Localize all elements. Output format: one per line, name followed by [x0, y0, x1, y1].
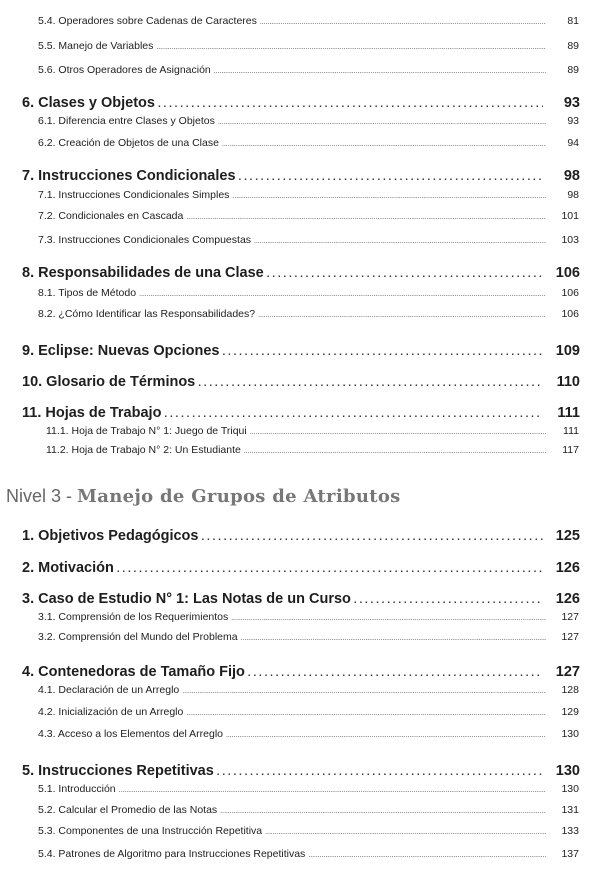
- toc-section-entry: [38, 783, 579, 795]
- dot-leader: [260, 15, 546, 27]
- toc-section-entry: [38, 64, 579, 76]
- entry-title: 4.3. Acceso a los Elementos del Arreglo: [38, 728, 224, 740]
- page-number: 131: [561, 804, 579, 816]
- toc-section-entry: [38, 804, 579, 816]
- page-number: 93: [563, 95, 580, 111]
- page-number: 111: [563, 425, 579, 437]
- toc-chapter-entry: [22, 265, 580, 281]
- page-number: 129: [561, 706, 579, 718]
- entry-title: 7.1. Instrucciones Condicionales Simples: [38, 189, 230, 201]
- entry-title: 6.1. Diferencia entre Clases y Objetos: [38, 115, 215, 127]
- toc-section-entry: [38, 728, 579, 740]
- dot-leader: [198, 374, 543, 390]
- entry-title: 4.1. Declaración de un Arreglo: [38, 684, 180, 696]
- toc-section-entry: [46, 444, 579, 456]
- page-number: 130: [561, 728, 579, 740]
- level-prefix: Nivel 3 -: [6, 486, 78, 506]
- dot-leader: [222, 343, 543, 359]
- entry-title: 5.5. Manejo de Variables: [38, 40, 154, 52]
- page-number: 126: [555, 591, 580, 607]
- toc-section-entry: [38, 40, 579, 52]
- toc-chapter-entry: [22, 343, 580, 359]
- page-number: 117: [562, 444, 579, 456]
- dot-leader: [164, 405, 543, 421]
- dot-leader: [239, 168, 543, 184]
- entry-title: 1. Objetivos Pedagógicos: [22, 528, 199, 544]
- dot-leader: [265, 825, 546, 837]
- page-number: 126: [555, 560, 580, 576]
- entry-title: 8.2. ¿Cómo Identificar las Responsabilidades?: [38, 308, 256, 320]
- dot-leader: [220, 804, 546, 816]
- page-number: 106: [555, 265, 580, 281]
- entry-title: 5. Instrucciones Repetitivas: [22, 763, 214, 779]
- page-number: 127: [555, 664, 580, 680]
- toc-section-entry: [38, 308, 579, 320]
- level-title: Manejo de Grupos de Atributos: [77, 486, 401, 507]
- dot-leader: [248, 664, 543, 680]
- entry-title: 3.2. Comprensión del Mundo del Problema: [38, 631, 238, 643]
- page-number: 101: [561, 210, 579, 222]
- entry-title: 5.1. Introducción: [38, 783, 116, 795]
- page-number: 127: [561, 611, 579, 623]
- toc-section-entry: [38, 611, 579, 623]
- toc-section-entry: [38, 706, 579, 718]
- page-number: 89: [567, 64, 579, 76]
- entry-title: 4.2. Inicialización de un Arreglo: [38, 706, 184, 718]
- entry-title: 11.2. Hoja de Trabajo N° 2: Un Estudiante: [46, 444, 241, 456]
- toc-chapter-entry: [22, 374, 580, 390]
- dot-leader: [308, 848, 546, 860]
- toc-section-entry: [38, 115, 579, 127]
- dot-leader: [244, 444, 546, 456]
- entry-title: 3. Caso de Estudio N° 1: Las Notas de un Curso: [22, 591, 351, 607]
- page-number: 93: [567, 115, 579, 127]
- page-number: 130: [555, 763, 580, 779]
- entry-title: 5.6. Otros Operadores de Asignación: [38, 64, 211, 76]
- dot-leader: [231, 611, 546, 623]
- dot-leader: [217, 763, 543, 779]
- dot-leader: [232, 189, 546, 201]
- entry-title: 5.4. Patrones de Algoritmo para Instrucciones Repetitivas: [38, 848, 306, 860]
- dot-leader: [186, 706, 546, 718]
- toc-chapter-entry: [22, 560, 580, 576]
- toc-section-entry: [38, 684, 579, 696]
- entry-title: 6.2. Creación de Objetos de una Clase: [38, 137, 219, 149]
- entry-title: 4. Contenedoras de Tamaño Fijo: [22, 664, 245, 680]
- entry-title: 5.4. Operadores sobre Cadenas de Caracteres: [38, 15, 257, 27]
- page-number: 127: [561, 631, 579, 643]
- entry-title: 11.1. Hoja de Trabajo N° 1: Juego de Triqui: [46, 425, 247, 437]
- toc-section-entry: [38, 137, 579, 149]
- dot-leader: [258, 308, 546, 320]
- entry-title: 7. Instrucciones Condicionales: [22, 168, 236, 184]
- page-number: 125: [555, 528, 580, 544]
- page-number: 81: [567, 15, 579, 27]
- toc-section-entry: [38, 210, 579, 222]
- entry-title: 5.2. Calcular el Promedio de las Notas: [38, 804, 218, 816]
- toc-chapter-entry: [22, 763, 580, 779]
- dot-leader: [354, 591, 543, 607]
- entry-title: 10. Glosario de Términos: [22, 374, 196, 390]
- dot-leader: [222, 137, 546, 149]
- page-number: 128: [561, 684, 579, 696]
- toc-section-entry: [38, 189, 579, 201]
- toc-section-entry: [38, 631, 579, 643]
- entry-title: 7.3. Instrucciones Condicionales Compuestas: [38, 234, 252, 246]
- entry-title: 6. Clases y Objetos: [22, 95, 155, 111]
- entry-title: 7.2. Condicionales en Cascada: [38, 210, 184, 222]
- page-number: 103: [561, 234, 579, 246]
- dot-leader: [156, 40, 546, 52]
- entry-title: 5.3. Componentes de una Instrucción Repetitiva: [38, 825, 263, 837]
- entry-title: 8.1. Tipos de Método: [38, 287, 137, 299]
- dot-leader: [186, 210, 546, 222]
- dot-leader: [214, 64, 546, 76]
- dot-leader: [119, 783, 546, 795]
- dot-leader: [267, 265, 543, 281]
- page-number: 110: [556, 374, 580, 390]
- toc-chapter-entry: [22, 95, 580, 111]
- toc-section-entry: [38, 15, 579, 27]
- dot-leader: [117, 560, 543, 576]
- dot-leader: [226, 728, 546, 740]
- toc-section-entry: [38, 825, 579, 837]
- toc-chapter-entry: [22, 168, 580, 184]
- dot-leader: [250, 425, 546, 437]
- page-number: 137: [561, 848, 579, 860]
- toc-chapter-entry: [22, 591, 580, 607]
- toc-chapter-entry: [22, 528, 580, 544]
- dot-leader: [241, 631, 546, 643]
- toc-chapter-entry: [22, 405, 580, 421]
- dot-leader: [218, 115, 546, 127]
- toc-section-entry: [46, 425, 579, 437]
- dot-leader: [254, 234, 546, 246]
- dot-leader: [158, 95, 543, 111]
- page-number: 111: [557, 405, 580, 421]
- entry-title: 11. Hojas de Trabajo: [22, 405, 162, 421]
- entry-title: 3.1. Comprensión de los Requerimientos: [38, 611, 229, 623]
- page-number: 133: [561, 825, 579, 837]
- page-number: 130: [561, 783, 579, 795]
- toc-chapter-entry: [22, 664, 580, 680]
- toc-section-entry: [38, 287, 579, 299]
- toc-section-entry: [38, 848, 579, 860]
- entry-title: 8. Responsabilidades de una Clase: [22, 265, 264, 281]
- dot-leader: [139, 287, 546, 299]
- page-number: 89: [567, 40, 579, 52]
- page-number: 106: [561, 287, 579, 299]
- entry-title: 9. Eclipse: Nuevas Opciones: [22, 343, 220, 359]
- entry-title: 2. Motivación: [22, 560, 114, 576]
- page-number: 94: [567, 137, 579, 149]
- page-number: 106: [561, 308, 579, 320]
- page-number: 98: [567, 189, 579, 201]
- dot-leader: [182, 684, 546, 696]
- level-heading: [6, 486, 401, 507]
- dot-leader: [201, 528, 543, 544]
- toc-section-entry: [38, 234, 579, 246]
- page-number: 98: [563, 168, 580, 184]
- page-number: 109: [555, 343, 580, 359]
